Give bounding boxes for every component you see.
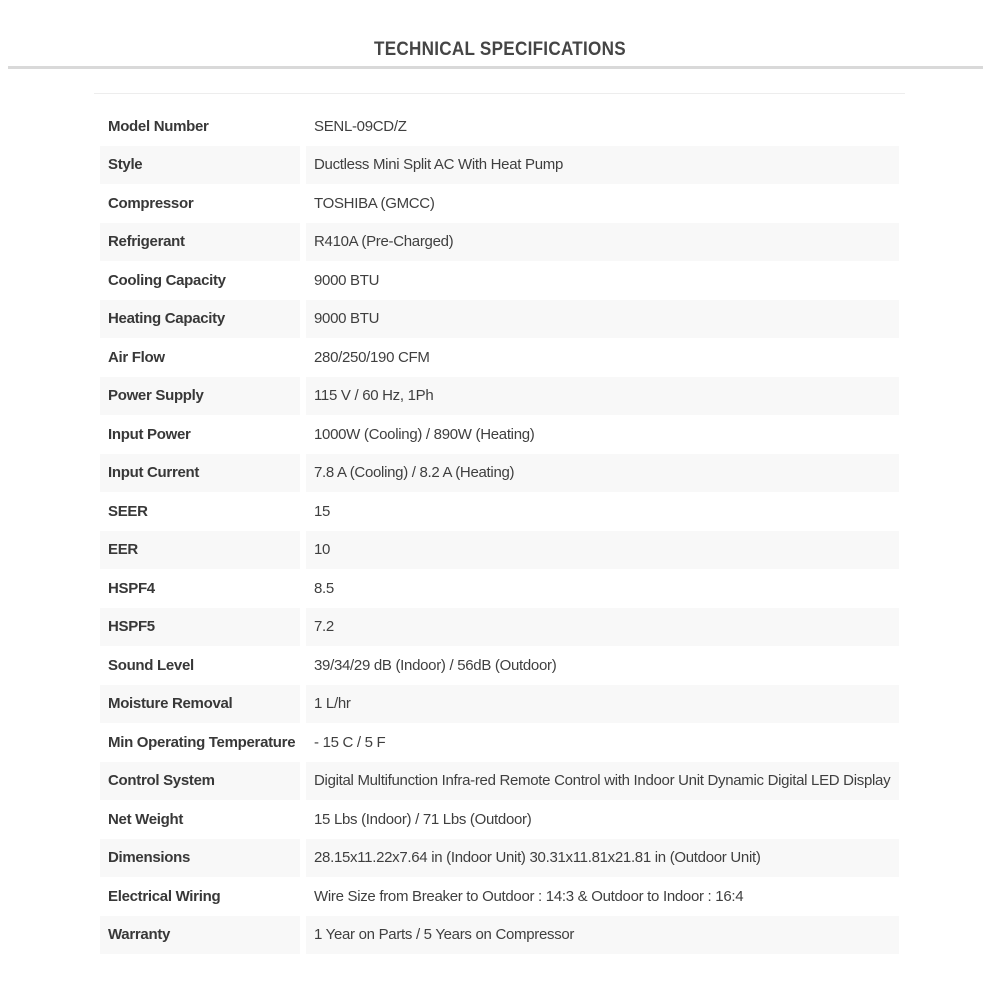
page-title: TECHNICAL SPECIFICATIONS: [374, 39, 626, 60]
spec-row: [100, 300, 899, 339]
spec-row: [100, 415, 899, 454]
spec-value: 39/34/29 dB (Indoor) / 56dB (Outdoor): [314, 656, 557, 674]
spec-value: 1 Year on Parts / 5 Years on Compressor: [306, 916, 899, 955]
spec-row: [100, 377, 899, 416]
spec-row: [100, 338, 899, 377]
spec-value: 115 V / 60 Hz, 1Ph: [306, 377, 899, 416]
spec-label: Dimensions: [100, 839, 300, 878]
spec-row: [100, 492, 899, 531]
spec-row: [100, 146, 899, 185]
spec-row: [100, 762, 899, 801]
spec-label: Net Weight: [108, 810, 184, 828]
spec-label: Heating Capacity: [100, 300, 300, 339]
spec-label: Refrigerant: [100, 223, 300, 262]
spec-row: [100, 608, 899, 647]
spec-label: Cooling Capacity: [108, 271, 226, 289]
spec-label: Input Power: [108, 425, 191, 443]
spec-value: Wire Size from Breaker to Outdoor : 14:3 & Outdoor to Indoor : 16:4: [314, 887, 744, 905]
spec-row: [100, 877, 899, 916]
spec-row: [100, 569, 899, 608]
spec-value: 9000 BTU: [314, 271, 380, 289]
spec-value: 1 L/hr: [306, 685, 899, 724]
spec-label: Control System: [100, 762, 300, 801]
spec-label: Moisture Removal: [100, 685, 300, 724]
spec-row: [100, 223, 899, 262]
spec-value: SENL-09CD/Z: [314, 117, 407, 135]
spec-row: [100, 107, 899, 146]
spec-label: Model Number: [108, 117, 209, 135]
spec-row: [100, 800, 899, 839]
spec-row: [100, 531, 899, 570]
spec-value: 15: [314, 502, 331, 520]
spec-label: HSPF5: [100, 608, 300, 647]
spec-label: Electrical Wiring: [108, 887, 221, 905]
spec-row: [100, 685, 899, 724]
spec-value: 1000W (Cooling) / 890W (Heating): [314, 425, 535, 443]
spec-label: Warranty: [100, 916, 300, 955]
spec-label: Min Operating Temperature: [108, 733, 296, 751]
spec-value: - 15 C / 5 F: [314, 733, 386, 751]
spec-table: [94, 107, 905, 954]
spec-row: [100, 723, 899, 762]
spec-container: [94, 93, 905, 954]
spec-label: HSPF4: [108, 579, 155, 597]
spec-label: SEER: [108, 502, 148, 520]
spec-row: [100, 261, 899, 300]
spec-value: 15 Lbs (Indoor) / 71 Lbs (Outdoor): [314, 810, 532, 828]
spec-label: EER: [100, 531, 300, 570]
spec-value: 9000 BTU: [306, 300, 899, 339]
spec-label: Input Current: [100, 454, 300, 493]
spec-value: 7.8 A (Cooling) / 8.2 A (Heating): [306, 454, 899, 493]
page-header: [0, 38, 1000, 62]
spec-value: R410A (Pre-Charged): [306, 223, 899, 262]
spec-value: Ductless Mini Split AC With Heat Pump: [306, 146, 899, 185]
spec-value: 10: [306, 531, 899, 570]
spec-value: 7.2: [306, 608, 899, 647]
spec-value: 8.5: [314, 579, 334, 597]
spec-row: [100, 184, 899, 223]
spec-label: Air Flow: [108, 348, 165, 366]
spec-row: [100, 916, 899, 955]
spec-row: [100, 646, 899, 685]
spec-label: Compressor: [108, 194, 194, 212]
spec-value: TOSHIBA (GMCC): [314, 194, 435, 212]
title-divider: [8, 66, 983, 69]
spec-value: 28.15x11.22x7.64 in (Indoor Unit) 30.31x11.81x21.81 in (Outdoor Unit): [306, 839, 899, 878]
spec-label: Power Supply: [100, 377, 300, 416]
spec-row: [100, 454, 899, 493]
spec-value: Digital Multifunction Infra-red Remote Control with Indoor Unit Dynamic Digital LED Display: [306, 762, 899, 801]
spec-value: 280/250/190 CFM: [314, 348, 430, 366]
spec-label: Style: [100, 146, 300, 185]
spec-label: Sound Level: [108, 656, 194, 674]
spec-row: [100, 839, 899, 878]
